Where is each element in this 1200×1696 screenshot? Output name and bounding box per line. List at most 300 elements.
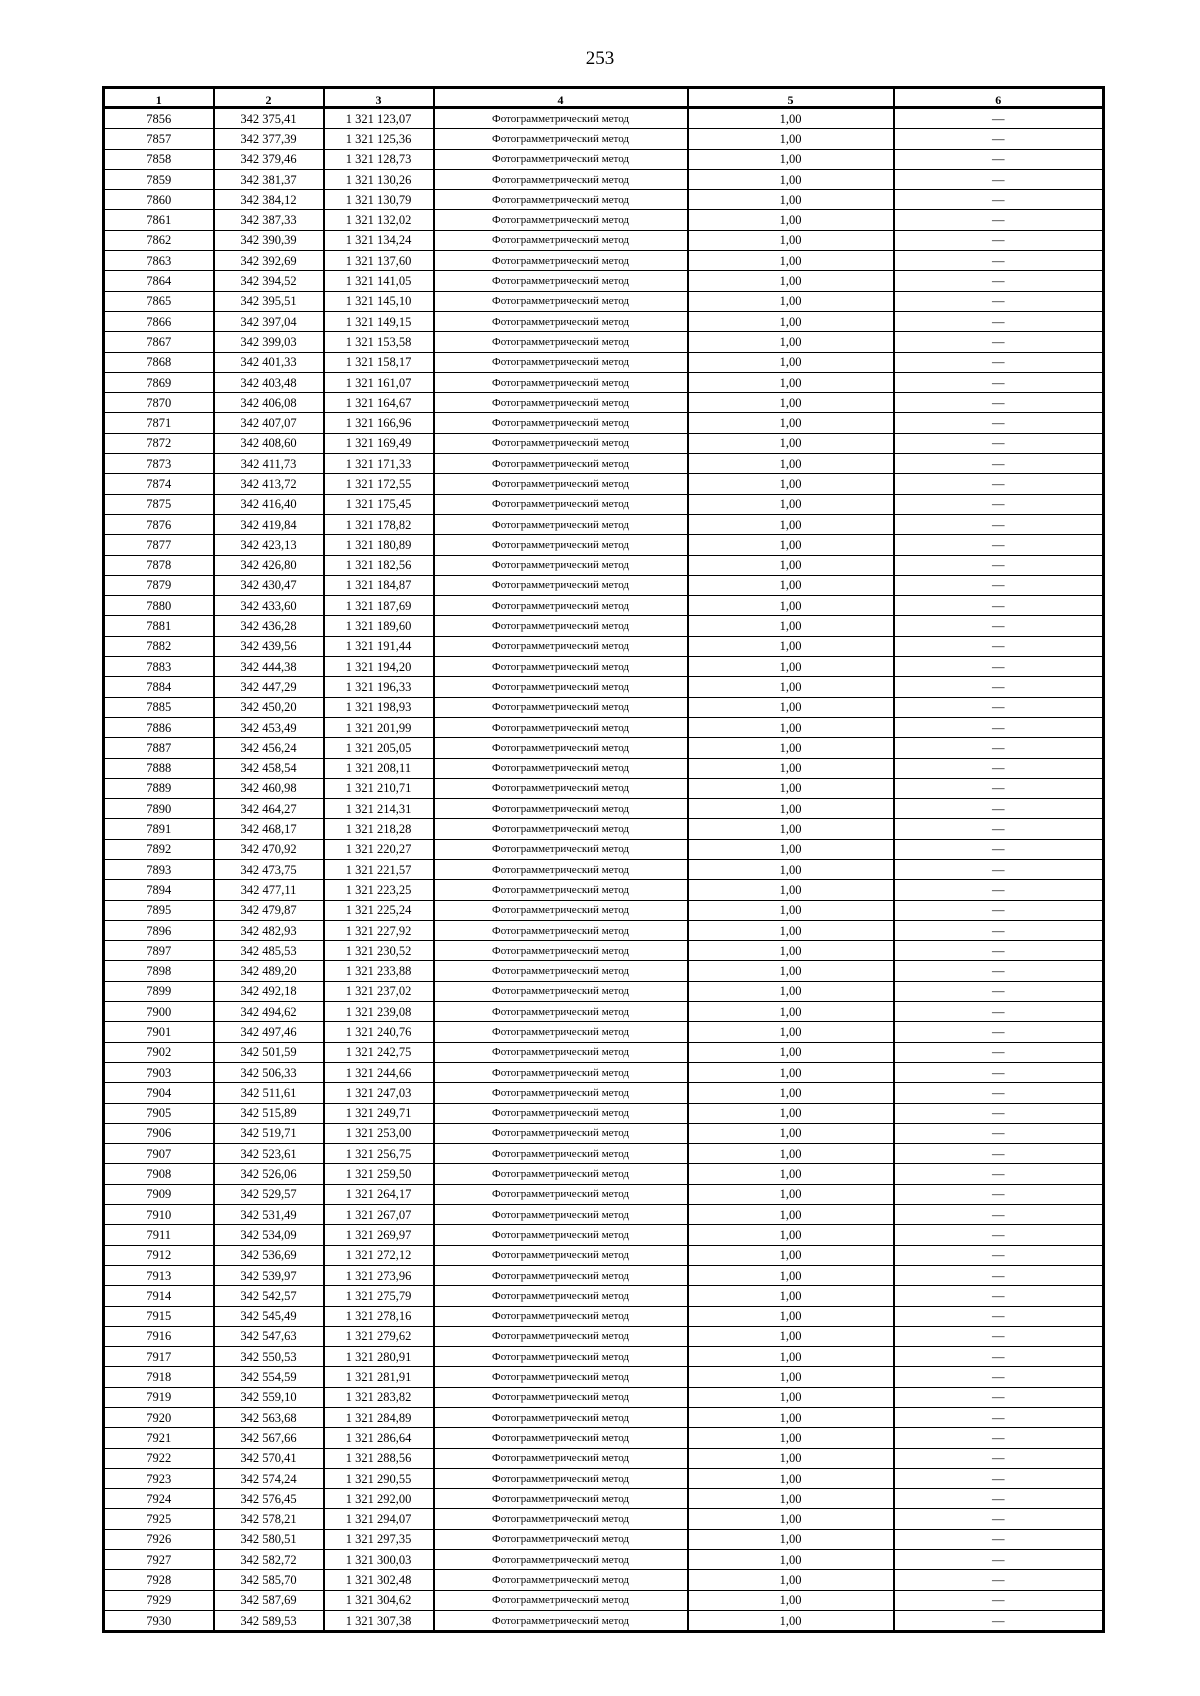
table-row (104, 251, 1104, 271)
table-row (104, 1448, 1104, 1468)
description-cell: — (894, 1468, 1104, 1488)
table-row (104, 1164, 1104, 1184)
point-number-cell: 7909 (104, 1184, 214, 1204)
x-coordinate-cell: 342 479,87 (214, 900, 324, 920)
accuracy-cell: 1,00 (688, 311, 894, 331)
point-number-cell: 7890 (104, 799, 214, 819)
method-cell: Фотограмметрический метод (434, 1286, 688, 1306)
coordinates-table-container (102, 86, 1102, 1633)
point-number-cell: 7911 (104, 1225, 214, 1245)
accuracy-cell: 1,00 (688, 149, 894, 169)
accuracy-cell: 1,00 (688, 1184, 894, 1204)
accuracy-cell: 1,00 (688, 494, 894, 514)
table-row (104, 596, 1104, 616)
point-number-cell: 7929 (104, 1590, 214, 1610)
description-cell: — (894, 190, 1104, 210)
description-cell: — (894, 1144, 1104, 1164)
x-coordinate-cell: 342 506,33 (214, 1062, 324, 1082)
accuracy-cell: 1,00 (688, 738, 894, 758)
table-row (104, 230, 1104, 250)
point-number-cell: 7859 (104, 169, 214, 189)
x-coordinate-cell: 342 494,62 (214, 1002, 324, 1022)
method-cell: Фотограмметрический метод (434, 839, 688, 859)
x-coordinate-cell: 342 470,92 (214, 839, 324, 859)
method-cell: Фотограмметрический метод (434, 1265, 688, 1285)
y-coordinate-cell: 1 321 187,69 (324, 596, 434, 616)
description-cell: — (894, 1265, 1104, 1285)
y-coordinate-cell: 1 321 196,33 (324, 677, 434, 697)
table-row (104, 717, 1104, 737)
accuracy-cell: 1,00 (688, 1489, 894, 1509)
y-coordinate-cell: 1 321 259,50 (324, 1164, 434, 1184)
accuracy-cell: 1,00 (688, 1428, 894, 1448)
y-coordinate-cell: 1 321 172,55 (324, 474, 434, 494)
point-number-cell: 7866 (104, 311, 214, 331)
column-header-5: 5 (688, 88, 894, 108)
method-cell: Фотограмметрический метод (434, 1164, 688, 1184)
accuracy-cell: 1,00 (688, 1468, 894, 1488)
table-row (104, 1387, 1104, 1407)
description-cell: — (894, 636, 1104, 656)
point-number-cell: 7882 (104, 636, 214, 656)
accuracy-cell: 1,00 (688, 880, 894, 900)
accuracy-cell: 1,00 (688, 1103, 894, 1123)
method-cell: Фотограмметрический метод (434, 1306, 688, 1326)
method-cell: Фотограмметрический метод (434, 474, 688, 494)
method-cell: Фотограмметрический метод (434, 514, 688, 534)
accuracy-cell: 1,00 (688, 758, 894, 778)
method-cell: Фотограмметрический метод (434, 535, 688, 555)
description-cell: — (894, 555, 1104, 575)
x-coordinate-cell: 342 542,57 (214, 1286, 324, 1306)
x-coordinate-cell: 342 439,56 (214, 636, 324, 656)
table-body (104, 108, 1104, 1632)
x-coordinate-cell: 342 390,39 (214, 230, 324, 250)
accuracy-cell: 1,00 (688, 920, 894, 940)
table-row (104, 1428, 1104, 1448)
description-cell: — (894, 1489, 1104, 1509)
y-coordinate-cell: 1 321 283,82 (324, 1387, 434, 1407)
table-row (104, 454, 1104, 474)
accuracy-cell: 1,00 (688, 433, 894, 453)
table-row (104, 819, 1104, 839)
y-coordinate-cell: 1 321 178,82 (324, 514, 434, 534)
y-coordinate-cell: 1 321 264,17 (324, 1184, 434, 1204)
accuracy-cell: 1,00 (688, 1550, 894, 1570)
y-coordinate-cell: 1 321 256,75 (324, 1144, 434, 1164)
point-number-cell: 7867 (104, 332, 214, 352)
description-cell: — (894, 961, 1104, 981)
table-row (104, 413, 1104, 433)
table-row (104, 291, 1104, 311)
x-coordinate-cell: 342 511,61 (214, 1083, 324, 1103)
y-coordinate-cell: 1 321 239,08 (324, 1002, 434, 1022)
method-cell: Фотограмметрический метод (434, 311, 688, 331)
description-cell: — (894, 108, 1104, 129)
description-cell: — (894, 1306, 1104, 1326)
y-coordinate-cell: 1 321 175,45 (324, 494, 434, 514)
table-row (104, 190, 1104, 210)
point-number-cell: 7908 (104, 1164, 214, 1184)
x-coordinate-cell: 342 473,75 (214, 859, 324, 879)
accuracy-cell: 1,00 (688, 271, 894, 291)
x-coordinate-cell: 342 489,20 (214, 961, 324, 981)
method-cell: Фотограмметрический метод (434, 1002, 688, 1022)
accuracy-cell: 1,00 (688, 190, 894, 210)
table-row (104, 1326, 1104, 1346)
table-row (104, 961, 1104, 981)
x-coordinate-cell: 342 444,38 (214, 657, 324, 677)
accuracy-cell: 1,00 (688, 697, 894, 717)
y-coordinate-cell: 1 321 275,79 (324, 1286, 434, 1306)
accuracy-cell: 1,00 (688, 819, 894, 839)
accuracy-cell: 1,00 (688, 1326, 894, 1346)
x-coordinate-cell: 342 381,37 (214, 169, 324, 189)
description-cell: — (894, 1448, 1104, 1468)
x-coordinate-cell: 342 515,89 (214, 1103, 324, 1123)
point-number-cell: 7907 (104, 1144, 214, 1164)
method-cell: Фотограмметрический метод (434, 1529, 688, 1549)
y-coordinate-cell: 1 321 273,96 (324, 1265, 434, 1285)
table-row (104, 393, 1104, 413)
table-row (104, 1468, 1104, 1488)
x-coordinate-cell: 342 580,51 (214, 1529, 324, 1549)
x-coordinate-cell: 342 408,60 (214, 433, 324, 453)
column-header-1: 1 (104, 88, 214, 108)
x-coordinate-cell: 342 574,24 (214, 1468, 324, 1488)
description-cell: — (894, 230, 1104, 250)
accuracy-cell: 1,00 (688, 372, 894, 392)
accuracy-cell: 1,00 (688, 1347, 894, 1367)
accuracy-cell: 1,00 (688, 839, 894, 859)
point-number-cell: 7862 (104, 230, 214, 250)
accuracy-cell: 1,00 (688, 1123, 894, 1143)
table-row (104, 1306, 1104, 1326)
accuracy-cell: 1,00 (688, 799, 894, 819)
y-coordinate-cell: 1 321 184,87 (324, 575, 434, 595)
y-coordinate-cell: 1 321 242,75 (324, 1042, 434, 1062)
method-cell: Фотограмметрический метод (434, 149, 688, 169)
method-cell: Фотограмметрический метод (434, 1590, 688, 1610)
description-cell: — (894, 920, 1104, 940)
method-cell: Фотограмметрический метод (434, 941, 688, 961)
table-row (104, 433, 1104, 453)
method-cell: Фотограмметрический метод (434, 799, 688, 819)
x-coordinate-cell: 342 554,59 (214, 1367, 324, 1387)
accuracy-cell: 1,00 (688, 616, 894, 636)
y-coordinate-cell: 1 321 247,03 (324, 1083, 434, 1103)
method-cell: Фотограмметрический метод (434, 575, 688, 595)
table-row (104, 575, 1104, 595)
x-coordinate-cell: 342 536,69 (214, 1245, 324, 1265)
description-cell: — (894, 1123, 1104, 1143)
x-coordinate-cell: 342 585,70 (214, 1570, 324, 1590)
point-number-cell: 7885 (104, 697, 214, 717)
y-coordinate-cell: 1 321 272,12 (324, 1245, 434, 1265)
point-number-cell: 7870 (104, 393, 214, 413)
y-coordinate-cell: 1 321 191,44 (324, 636, 434, 656)
y-coordinate-cell: 1 321 201,99 (324, 717, 434, 737)
method-cell: Фотограмметрический метод (434, 1550, 688, 1570)
table-row (104, 859, 1104, 879)
point-number-cell: 7913 (104, 1265, 214, 1285)
point-number-cell: 7883 (104, 657, 214, 677)
description-cell: — (894, 311, 1104, 331)
description-cell: — (894, 1387, 1104, 1407)
accuracy-cell: 1,00 (688, 169, 894, 189)
point-number-cell: 7896 (104, 920, 214, 940)
y-coordinate-cell: 1 321 279,62 (324, 1326, 434, 1346)
point-number-cell: 7918 (104, 1367, 214, 1387)
accuracy-cell: 1,00 (688, 1509, 894, 1529)
description-cell: — (894, 819, 1104, 839)
table-row (104, 1610, 1104, 1631)
table-row (104, 271, 1104, 291)
y-coordinate-cell: 1 321 227,92 (324, 920, 434, 940)
description-cell: — (894, 1610, 1104, 1631)
description-cell: — (894, 839, 1104, 859)
description-cell: — (894, 657, 1104, 677)
x-coordinate-cell: 342 550,53 (214, 1347, 324, 1367)
method-cell: Фотограмметрический метод (434, 1570, 688, 1590)
point-number-cell: 7869 (104, 372, 214, 392)
point-number-cell: 7902 (104, 1042, 214, 1062)
x-coordinate-cell: 342 413,72 (214, 474, 324, 494)
y-coordinate-cell: 1 321 292,00 (324, 1489, 434, 1509)
table-row (104, 352, 1104, 372)
x-coordinate-cell: 342 436,28 (214, 616, 324, 636)
method-cell: Фотограмметрический метод (434, 1083, 688, 1103)
y-coordinate-cell: 1 321 137,60 (324, 251, 434, 271)
x-coordinate-cell: 342 416,40 (214, 494, 324, 514)
y-coordinate-cell: 1 321 158,17 (324, 352, 434, 372)
accuracy-cell: 1,00 (688, 129, 894, 149)
description-cell: — (894, 677, 1104, 697)
y-coordinate-cell: 1 321 171,33 (324, 454, 434, 474)
point-number-cell: 7893 (104, 859, 214, 879)
accuracy-cell: 1,00 (688, 454, 894, 474)
table-row (104, 1103, 1104, 1123)
y-coordinate-cell: 1 321 125,36 (324, 129, 434, 149)
method-cell: Фотограмметрический метод (434, 169, 688, 189)
y-coordinate-cell: 1 321 182,56 (324, 555, 434, 575)
table-row (104, 799, 1104, 819)
table-row (104, 1205, 1104, 1225)
table-row (104, 311, 1104, 331)
method-cell: Фотограмметрический метод (434, 251, 688, 271)
accuracy-cell: 1,00 (688, 1205, 894, 1225)
x-coordinate-cell: 342 456,24 (214, 738, 324, 758)
description-cell: — (894, 981, 1104, 1001)
accuracy-cell: 1,00 (688, 1448, 894, 1468)
y-coordinate-cell: 1 321 194,20 (324, 657, 434, 677)
x-coordinate-cell: 342 531,49 (214, 1205, 324, 1225)
x-coordinate-cell: 342 395,51 (214, 291, 324, 311)
method-cell: Фотограмметрический метод (434, 1448, 688, 1468)
table-row (104, 1570, 1104, 1590)
y-coordinate-cell: 1 321 218,28 (324, 819, 434, 839)
method-cell: Фотограмметрический метод (434, 657, 688, 677)
method-cell: Фотограмметрический метод (434, 819, 688, 839)
method-cell: Фотограмметрический метод (434, 677, 688, 697)
x-coordinate-cell: 342 587,69 (214, 1590, 324, 1610)
table-row (104, 677, 1104, 697)
point-number-cell: 7897 (104, 941, 214, 961)
method-cell: Фотограмметрический метод (434, 108, 688, 129)
description-cell: — (894, 393, 1104, 413)
x-coordinate-cell: 342 576,45 (214, 1489, 324, 1509)
y-coordinate-cell: 1 321 198,93 (324, 697, 434, 717)
description-cell: — (894, 1529, 1104, 1549)
y-coordinate-cell: 1 321 281,91 (324, 1367, 434, 1387)
point-number-cell: 7856 (104, 108, 214, 129)
table-row (104, 1123, 1104, 1143)
column-header-4: 4 (434, 88, 688, 108)
y-coordinate-cell: 1 321 304,62 (324, 1590, 434, 1610)
y-coordinate-cell: 1 321 244,66 (324, 1062, 434, 1082)
method-cell: Фотограмметрический метод (434, 1103, 688, 1123)
y-coordinate-cell: 1 321 141,05 (324, 271, 434, 291)
description-cell: — (894, 1164, 1104, 1184)
point-number-cell: 7868 (104, 352, 214, 372)
description-cell: — (894, 717, 1104, 737)
x-coordinate-cell: 342 526,06 (214, 1164, 324, 1184)
point-number-cell: 7916 (104, 1326, 214, 1346)
table-row (104, 1408, 1104, 1428)
accuracy-cell: 1,00 (688, 1529, 894, 1549)
table-row (104, 900, 1104, 920)
accuracy-cell: 1,00 (688, 657, 894, 677)
accuracy-cell: 1,00 (688, 900, 894, 920)
y-coordinate-cell: 1 321 225,24 (324, 900, 434, 920)
point-number-cell: 7930 (104, 1610, 214, 1631)
table-row (104, 778, 1104, 798)
method-cell: Фотограмметрический метод (434, 1408, 688, 1428)
accuracy-cell: 1,00 (688, 1022, 894, 1042)
table-row (104, 108, 1104, 129)
description-cell: — (894, 1042, 1104, 1062)
y-coordinate-cell: 1 321 205,05 (324, 738, 434, 758)
x-coordinate-cell: 342 392,69 (214, 251, 324, 271)
table-row (104, 1347, 1104, 1367)
table-row (104, 1509, 1104, 1529)
description-cell: — (894, 799, 1104, 819)
description-cell: — (894, 271, 1104, 291)
y-coordinate-cell: 1 321 302,48 (324, 1570, 434, 1590)
y-coordinate-cell: 1 321 233,88 (324, 961, 434, 981)
point-number-cell: 7914 (104, 1286, 214, 1306)
accuracy-cell: 1,00 (688, 717, 894, 737)
point-number-cell: 7858 (104, 149, 214, 169)
x-coordinate-cell: 342 570,41 (214, 1448, 324, 1468)
y-coordinate-cell: 1 321 169,49 (324, 433, 434, 453)
x-coordinate-cell: 342 529,57 (214, 1184, 324, 1204)
point-number-cell: 7891 (104, 819, 214, 839)
method-cell: Фотограмметрический метод (434, 1062, 688, 1082)
description-cell: — (894, 535, 1104, 555)
description-cell: — (894, 1570, 1104, 1590)
y-coordinate-cell: 1 321 300,03 (324, 1550, 434, 1570)
accuracy-cell: 1,00 (688, 230, 894, 250)
description-cell: — (894, 129, 1104, 149)
point-number-cell: 7873 (104, 454, 214, 474)
y-coordinate-cell: 1 321 253,00 (324, 1123, 434, 1143)
y-coordinate-cell: 1 321 223,25 (324, 880, 434, 900)
x-coordinate-cell: 342 453,49 (214, 717, 324, 737)
table-row (104, 1550, 1104, 1570)
table-header-row (104, 88, 1104, 108)
accuracy-cell: 1,00 (688, 1590, 894, 1610)
method-cell: Фотограмметрический метод (434, 230, 688, 250)
method-cell: Фотограмметрический метод (434, 352, 688, 372)
table-row (104, 535, 1104, 555)
accuracy-cell: 1,00 (688, 575, 894, 595)
accuracy-cell: 1,00 (688, 1286, 894, 1306)
point-number-cell: 7917 (104, 1347, 214, 1367)
accuracy-cell: 1,00 (688, 393, 894, 413)
accuracy-cell: 1,00 (688, 1245, 894, 1265)
description-cell: — (894, 1002, 1104, 1022)
column-header-6: 6 (894, 88, 1104, 108)
accuracy-cell: 1,00 (688, 778, 894, 798)
point-number-cell: 7884 (104, 677, 214, 697)
description-cell: — (894, 514, 1104, 534)
table-row (104, 981, 1104, 1001)
method-cell: Фотограмметрический метод (434, 920, 688, 940)
x-coordinate-cell: 342 375,41 (214, 108, 324, 129)
table-row (104, 1245, 1104, 1265)
table-row (104, 1042, 1104, 1062)
accuracy-cell: 1,00 (688, 352, 894, 372)
x-coordinate-cell: 342 387,33 (214, 210, 324, 230)
point-number-cell: 7860 (104, 190, 214, 210)
table-row (104, 514, 1104, 534)
table-row (104, 169, 1104, 189)
method-cell: Фотограмметрический метод (434, 1225, 688, 1245)
y-coordinate-cell: 1 321 149,15 (324, 311, 434, 331)
x-coordinate-cell: 342 384,12 (214, 190, 324, 210)
table-row (104, 636, 1104, 656)
point-number-cell: 7894 (104, 880, 214, 900)
accuracy-cell: 1,00 (688, 1306, 894, 1326)
table-row (104, 657, 1104, 677)
y-coordinate-cell: 1 321 267,07 (324, 1205, 434, 1225)
description-cell: — (894, 1205, 1104, 1225)
accuracy-cell: 1,00 (688, 1002, 894, 1022)
point-number-cell: 7892 (104, 839, 214, 859)
y-coordinate-cell: 1 321 284,89 (324, 1408, 434, 1428)
y-coordinate-cell: 1 321 130,26 (324, 169, 434, 189)
method-cell: Фотограмметрический метод (434, 372, 688, 392)
accuracy-cell: 1,00 (688, 1610, 894, 1631)
y-coordinate-cell: 1 321 210,71 (324, 778, 434, 798)
y-coordinate-cell: 1 321 297,35 (324, 1529, 434, 1549)
x-coordinate-cell: 342 582,72 (214, 1550, 324, 1570)
y-coordinate-cell: 1 321 269,97 (324, 1225, 434, 1245)
point-number-cell: 7880 (104, 596, 214, 616)
point-number-cell: 7889 (104, 778, 214, 798)
y-coordinate-cell: 1 321 288,56 (324, 1448, 434, 1468)
method-cell: Фотограмметрический метод (434, 1042, 688, 1062)
x-coordinate-cell: 342 407,07 (214, 413, 324, 433)
table-row (104, 1367, 1104, 1387)
point-number-cell: 7874 (104, 474, 214, 494)
description-cell: — (894, 1286, 1104, 1306)
x-coordinate-cell: 342 464,27 (214, 799, 324, 819)
accuracy-cell: 1,00 (688, 1225, 894, 1245)
point-number-cell: 7861 (104, 210, 214, 230)
x-coordinate-cell: 342 377,39 (214, 129, 324, 149)
